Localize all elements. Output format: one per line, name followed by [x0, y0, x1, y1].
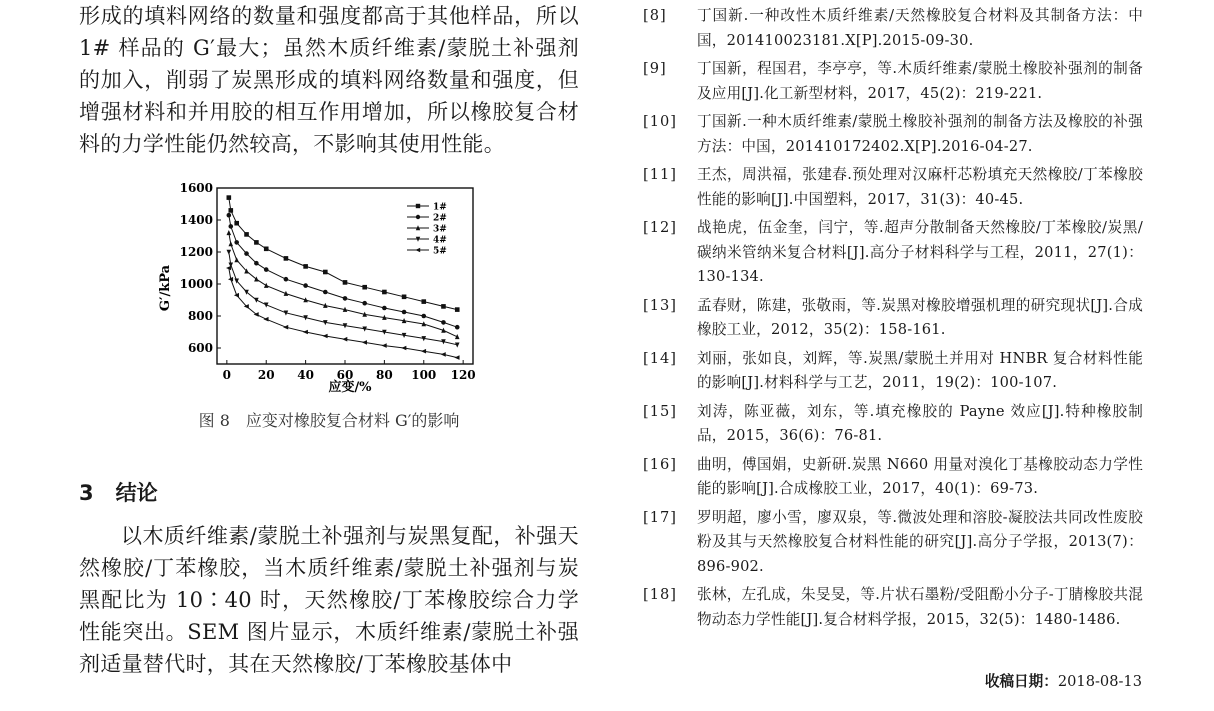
- x-tick-label: 80: [376, 368, 393, 382]
- data-point: [244, 290, 249, 295]
- data-point: [362, 301, 367, 306]
- data-point: [264, 267, 269, 272]
- data-point: [228, 208, 233, 213]
- reference-number: [10]: [643, 113, 677, 130]
- data-point: [343, 296, 348, 301]
- legend-label: 5#: [433, 246, 447, 257]
- y-tick-label: 800: [187, 309, 213, 323]
- legend-item: [407, 214, 447, 224]
- reference-item: [643, 4, 1143, 53]
- data-point: [234, 240, 239, 245]
- reference-item: [643, 163, 1143, 212]
- reference-item: [643, 216, 1143, 290]
- y-tick-label: 1400: [179, 213, 213, 227]
- reference-item: [643, 583, 1143, 632]
- legend-label: 4#: [433, 235, 447, 246]
- reference-number: [18]: [643, 586, 677, 603]
- data-point: [226, 266, 231, 271]
- data-point: [323, 290, 328, 295]
- reference-list: [643, 4, 1143, 636]
- data-point: [254, 276, 259, 281]
- data-point: [402, 295, 407, 300]
- reference-item: [643, 400, 1143, 449]
- data-point: [227, 195, 232, 200]
- conclusion-paragraph: [79, 520, 579, 680]
- data-point: [284, 277, 289, 282]
- data-point: [362, 340, 367, 345]
- data-point: [441, 304, 446, 309]
- reference-item: [643, 57, 1143, 106]
- reference-item: [643, 453, 1143, 502]
- legend-item: [407, 247, 447, 257]
- data-point: [382, 290, 387, 295]
- legend-label: 2#: [433, 213, 447, 224]
- data-point: [227, 230, 232, 235]
- section-title: 结论: [115, 481, 158, 505]
- data-point: [303, 330, 308, 335]
- data-point: [303, 283, 308, 288]
- data-point: [303, 264, 308, 269]
- data-point: [234, 221, 239, 226]
- x-tick-label: 100: [411, 368, 437, 382]
- reference-text: 王杰，周洪福，张建春.预处理对汉麻杆芯粉填充天然橡胶/丁苯橡胶性能的影响[J].中国塑料，2017，31(3)：40-45.: [697, 166, 1143, 208]
- reference-number: [8]: [643, 7, 667, 24]
- reference-number: [16]: [643, 455, 677, 473]
- data-point: [421, 314, 426, 319]
- data-point: [455, 307, 460, 312]
- reference-number: [14]: [643, 349, 677, 367]
- reference-text: 刘丽，张如良，刘辉，等.炭黑/蒙脱土并用对 HNBR 复合材料性能的影响[J].材料科学与工艺，2011，19(2)：100-107.: [697, 349, 1143, 391]
- series-2: [227, 213, 460, 330]
- data-point: [323, 334, 328, 339]
- reference-number: [9]: [643, 60, 667, 77]
- data-point: [234, 257, 239, 262]
- data-point: [283, 325, 288, 330]
- legend-label: 3#: [433, 224, 447, 235]
- reference-number: [17]: [643, 508, 677, 526]
- data-point: [342, 337, 347, 342]
- received-value: 2018-08-13: [1057, 673, 1142, 690]
- data-point: [264, 283, 269, 288]
- reference-text: 刘涛，陈亚薇，刘东，等.填充橡胶的 Payne 效应[J].特种橡胶制品，2015，36(6)：76-81.: [697, 402, 1143, 444]
- data-point: [415, 248, 420, 252]
- series-5: [226, 266, 460, 360]
- reference-number: [13]: [643, 296, 677, 314]
- reference-text: 张林，左孔成，朱旻旻，等.片状石墨粉/受阻酚小分子-丁腈橡胶共混物动态力学性能[J].复合材料学报，2015，32(5)：1480-1486.: [697, 586, 1143, 628]
- reference-number: [12]: [643, 219, 677, 236]
- data-point: [228, 241, 233, 246]
- reference-text: 罗明超，廖小雪，廖双泉，等.微波处理和溶胶-凝胶法共同改性废胶粉及其与天然橡胶复合材料性能的研究[J].高分子学报，2013(7)：896-902.: [697, 508, 1143, 575]
- x-tick-label: 60: [336, 368, 354, 382]
- y-tick-label: 1600: [179, 181, 213, 195]
- x-tick-label: 40: [297, 368, 314, 382]
- legend-label: 1#: [433, 202, 447, 213]
- left-column: [79, 0, 579, 160]
- data-point: [227, 250, 232, 255]
- data-point: [264, 247, 269, 252]
- reference-number: [15]: [643, 402, 677, 420]
- data-point: [455, 343, 460, 348]
- y-tick-label: 600: [187, 341, 213, 355]
- data-point: [362, 285, 367, 290]
- chart-legend: [407, 203, 447, 257]
- x-tick-label: 120: [450, 368, 476, 382]
- data-point: [227, 213, 232, 218]
- reference-text: 曲明，傅国娟，史新研.炭黑 N660 用量对溴化丁基橡胶动态力学性能的影响[J].合成橡胶工业，2017，40(1)：69-73.: [697, 455, 1143, 497]
- y-tick-label: 1000: [179, 277, 213, 291]
- series-line: [229, 198, 457, 310]
- legend-item: [407, 225, 447, 235]
- data-point: [402, 310, 407, 315]
- data-point: [441, 320, 446, 325]
- data-point: [254, 261, 259, 266]
- y-axis-label: G′/kPa: [158, 264, 173, 312]
- received-label: 收稿日期：: [984, 673, 1058, 690]
- received-date: [985, 670, 1142, 691]
- data-point: [263, 317, 268, 322]
- data-point: [421, 299, 426, 304]
- data-point: [421, 349, 426, 354]
- figure-caption: 图 8 应变对橡胶复合材料 G′的影响: [198, 411, 460, 430]
- y-tick-label: 1200: [179, 245, 213, 259]
- data-point: [416, 215, 420, 219]
- reference-item: [643, 110, 1143, 159]
- section-heading: [79, 477, 180, 507]
- series-1: [227, 195, 460, 312]
- data-point: [343, 280, 348, 285]
- x-tick-label: 0: [222, 368, 232, 382]
- chart-series: [226, 195, 460, 360]
- series-line: [229, 215, 457, 327]
- data-point: [284, 256, 289, 261]
- x-axis-label: 应变/%: [328, 380, 372, 393]
- data-point: [455, 325, 460, 330]
- reference-text: 丁国新.一种木质纤维素/蒙脱土橡胶补强剂的制备方法及橡胶的补强方法：中国，201410172402.X[P].2016-04-27.: [697, 113, 1143, 155]
- legend-item: [407, 203, 447, 213]
- reference-item: [643, 294, 1143, 343]
- data-point: [401, 346, 406, 351]
- series-line: [229, 233, 457, 337]
- chart-ticks: [180, 181, 476, 382]
- body-paragraph: [79, 0, 579, 160]
- data-point: [416, 204, 420, 208]
- data-point: [454, 355, 459, 360]
- data-point: [228, 224, 233, 229]
- line-chart: [155, 178, 485, 393]
- reference-text: 丁国新.一种改性木质纤维素/天然橡胶复合材料及其制备方法：中国，201410023181.X[P].2015-09-30.: [697, 7, 1143, 49]
- data-point: [244, 232, 249, 237]
- data-point: [382, 343, 387, 348]
- data-point: [441, 352, 446, 357]
- legend-item: [407, 236, 447, 246]
- paragraph-text: 形成的填料网络的数量和强度都高于其他样品，所以 1# 样品的 G′最大；虽然木质纤维素/蒙脱土补强剂的加入，削弱了炭黑形成的填料网络数量和强度，但增强材料和并用胶的相互作用增加，所以橡胶复合材料的力学性能仍然较高，不影响其使用性能。: [79, 4, 579, 156]
- x-tick-label: 20: [257, 368, 275, 382]
- data-point: [382, 306, 387, 311]
- reference-number: [11]: [643, 166, 677, 183]
- reference-text: 孟春财，陈建，张敬雨，等.炭黑对橡胶增强机理的研究现状[J].合成橡胶工业，2012，35(2)：158-161.: [697, 296, 1143, 338]
- reference-text: 丁国新，程国君，李亭亭，等.木质纤维素/蒙脱土橡胶补强剂的制备及应用[J].化工新型材料，2017，45(2)：219-221.: [697, 60, 1143, 102]
- data-point: [323, 270, 328, 275]
- data-point: [244, 251, 249, 256]
- figure-8: [155, 178, 485, 393]
- reference-item: [643, 506, 1143, 580]
- data-point: [254, 240, 259, 245]
- paragraph-text: 以木质纤维素/蒙脱土补强剂与炭黑复配，补强天然橡胶/丁苯橡胶，当木质纤维素/蒙脱土补强剂与炭黑配比为 10∶40 时，天然橡胶/丁苯橡胶综合力学性能突出。SEM 图片显示，木质纤维素/蒙脱土补强剂适量替代时，其在天然橡胶/丁苯橡胶基体中: [79, 524, 579, 676]
- reference-text: 战艳虎，伍金奎，闫宁，等.超声分散制备天然橡胶/丁苯橡胶/炭黑/碳纳米管纳米复合材料[J].高分子材料科学与工程，2011，27(1)：130-134.: [697, 219, 1143, 285]
- reference-item: [643, 347, 1143, 396]
- section-number: 3: [79, 481, 94, 505]
